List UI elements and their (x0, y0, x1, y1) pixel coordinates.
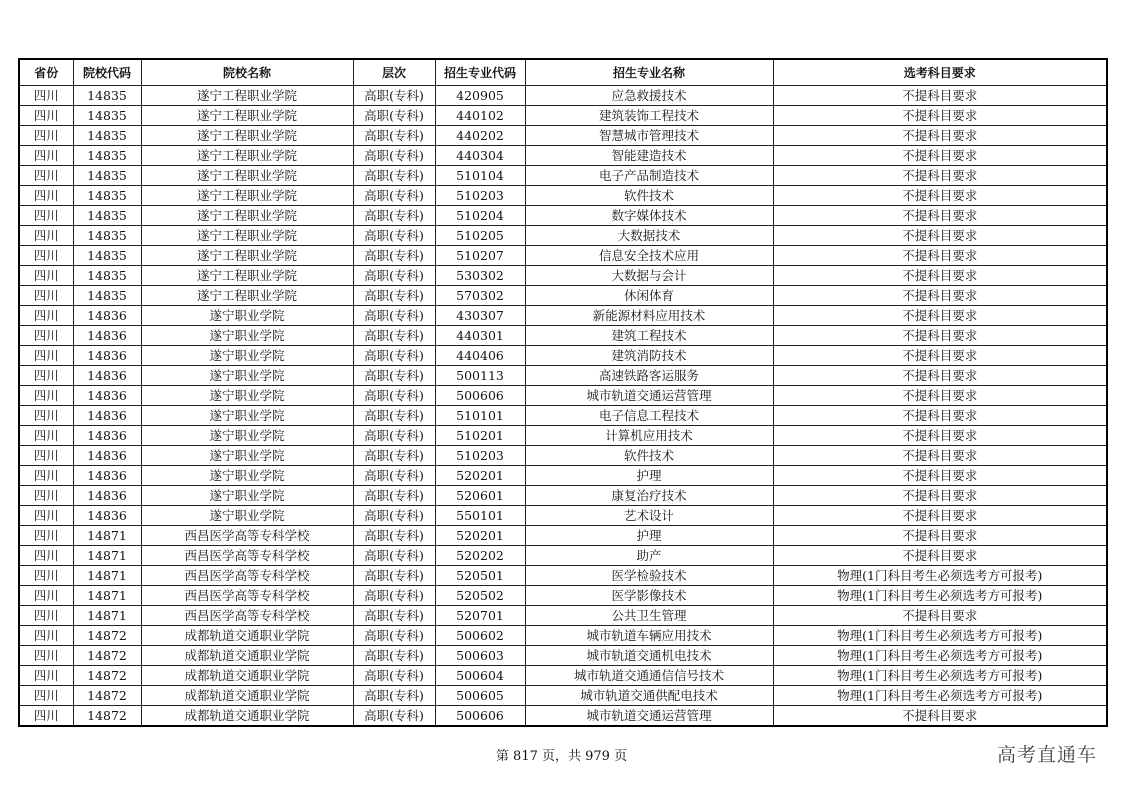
cell-school-name: 遂宁工程职业学院 (141, 186, 353, 206)
cell-school-name: 成都轨道交通职业学院 (141, 666, 353, 686)
cell-level: 高职(专科) (353, 546, 435, 566)
cell-major-name: 建筑消防技术 (525, 346, 773, 366)
cell-major-name: 建筑装饰工程技术 (525, 106, 773, 126)
cell-major-code: 520202 (435, 546, 525, 566)
cell-province: 四川 (19, 706, 73, 727)
cell-major-code: 510203 (435, 186, 525, 206)
cell-major-code: 500602 (435, 626, 525, 646)
cell-major-name: 大数据技术 (525, 226, 773, 246)
cell-province: 四川 (19, 286, 73, 306)
cell-school-code: 14836 (73, 466, 141, 486)
cell-province: 四川 (19, 586, 73, 606)
cell-province: 四川 (19, 226, 73, 246)
cell-school-name: 遂宁职业学院 (141, 406, 353, 426)
cell-school-name: 遂宁职业学院 (141, 426, 353, 446)
cell-level: 高职(专科) (353, 586, 435, 606)
cell-school-name: 西昌医学高等专科学校 (141, 546, 353, 566)
cell-major-name: 智慧城市管理技术 (525, 126, 773, 146)
cell-school-name: 遂宁工程职业学院 (141, 266, 353, 286)
cell-school-name: 西昌医学高等专科学校 (141, 566, 353, 586)
cell-school-name: 遂宁工程职业学院 (141, 206, 353, 226)
cell-major-code: 530302 (435, 266, 525, 286)
cell-level: 高职(专科) (353, 426, 435, 446)
cell-level: 高职(专科) (353, 506, 435, 526)
cell-major-code: 500113 (435, 366, 525, 386)
header-major-code: 招生专业代码 (435, 59, 525, 86)
cell-level: 高职(专科) (353, 126, 435, 146)
cell-subject-requirement: 不提科目要求 (773, 346, 1107, 366)
cell-school-code: 14872 (73, 626, 141, 646)
cell-major-code: 520201 (435, 526, 525, 546)
cell-major-name: 电子产品制造技术 (525, 166, 773, 186)
cell-province: 四川 (19, 466, 73, 486)
cell-major-name: 高速铁路客运服务 (525, 366, 773, 386)
cell-subject-requirement: 物理(1门科目考生必须选考方可报考) (773, 646, 1107, 666)
header-school-code: 院校代码 (73, 59, 141, 86)
cell-province: 四川 (19, 546, 73, 566)
table-row (19, 346, 1107, 366)
cell-province: 四川 (19, 486, 73, 506)
cell-school-code: 14836 (73, 306, 141, 326)
cell-province: 四川 (19, 366, 73, 386)
cell-subject-requirement: 物理(1门科目考生必须选考方可报考) (773, 586, 1107, 606)
cell-subject-requirement: 不提科目要求 (773, 426, 1107, 446)
table-row (19, 526, 1107, 546)
cell-level: 高职(专科) (353, 286, 435, 306)
table-row (19, 666, 1107, 686)
cell-school-code: 14871 (73, 606, 141, 626)
table-row (19, 426, 1107, 446)
cell-level: 高职(专科) (353, 646, 435, 666)
cell-school-code: 14872 (73, 646, 141, 666)
cell-level: 高职(专科) (353, 446, 435, 466)
cell-major-name: 护理 (525, 526, 773, 546)
cell-major-code: 510104 (435, 166, 525, 186)
table-row (19, 566, 1107, 586)
cell-province: 四川 (19, 506, 73, 526)
cell-subject-requirement: 物理(1门科目考生必须选考方可报考) (773, 686, 1107, 706)
cell-province: 四川 (19, 526, 73, 546)
table-row (19, 86, 1107, 106)
cell-level: 高职(专科) (353, 146, 435, 166)
cell-province: 四川 (19, 346, 73, 366)
cell-province: 四川 (19, 626, 73, 646)
cell-level: 高职(专科) (353, 326, 435, 346)
cell-school-name: 遂宁工程职业学院 (141, 166, 353, 186)
cell-major-name: 数字媒体技术 (525, 206, 773, 226)
cell-major-name: 城市轨道交通供配电技术 (525, 686, 773, 706)
cell-subject-requirement: 不提科目要求 (773, 226, 1107, 246)
cell-province: 四川 (19, 386, 73, 406)
cell-subject-requirement: 不提科目要求 (773, 166, 1107, 186)
cell-level: 高职(专科) (353, 406, 435, 426)
cell-school-name: 遂宁工程职业学院 (141, 286, 353, 306)
cell-school-code: 14872 (73, 686, 141, 706)
cell-level: 高职(专科) (353, 206, 435, 226)
cell-level: 高职(专科) (353, 306, 435, 326)
cell-school-code: 14836 (73, 426, 141, 446)
cell-subject-requirement: 不提科目要求 (773, 366, 1107, 386)
header-level: 层次 (353, 59, 435, 86)
cell-major-code: 500606 (435, 706, 525, 727)
cell-school-name: 遂宁工程职业学院 (141, 246, 353, 266)
cell-school-code: 14835 (73, 286, 141, 306)
cell-subject-requirement: 不提科目要求 (773, 706, 1107, 727)
cell-major-code: 440406 (435, 346, 525, 366)
cell-school-name: 遂宁职业学院 (141, 486, 353, 506)
table-row (19, 286, 1107, 306)
cell-major-name: 城市轨道车辆应用技术 (525, 626, 773, 646)
cell-major-name: 智能建造技术 (525, 146, 773, 166)
table-row (19, 126, 1107, 146)
cell-major-name: 医学检验技术 (525, 566, 773, 586)
cell-major-code: 500605 (435, 686, 525, 706)
cell-major-code: 520502 (435, 586, 525, 606)
table-row (19, 226, 1107, 246)
table-header-row (19, 59, 1107, 86)
cell-school-code: 14835 (73, 206, 141, 226)
cell-province: 四川 (19, 606, 73, 626)
cell-level: 高职(专科) (353, 246, 435, 266)
cell-school-code: 14871 (73, 566, 141, 586)
cell-province: 四川 (19, 86, 73, 106)
cell-major-name: 助产 (525, 546, 773, 566)
table-row (19, 646, 1107, 666)
cell-major-code: 440102 (435, 106, 525, 126)
table-row (19, 326, 1107, 346)
cell-school-name: 成都轨道交通职业学院 (141, 626, 353, 646)
cell-school-name: 遂宁职业学院 (141, 446, 353, 466)
cell-major-code: 520201 (435, 466, 525, 486)
cell-school-name: 遂宁工程职业学院 (141, 146, 353, 166)
cell-province: 四川 (19, 646, 73, 666)
table-row (19, 446, 1107, 466)
cell-level: 高职(专科) (353, 266, 435, 286)
cell-major-name: 软件技术 (525, 446, 773, 466)
table-row (19, 706, 1107, 727)
cell-level: 高职(专科) (353, 226, 435, 246)
cell-school-name: 遂宁职业学院 (141, 466, 353, 486)
cell-major-name: 新能源材料应用技术 (525, 306, 773, 326)
cell-major-code: 440301 (435, 326, 525, 346)
cell-major-code: 440304 (435, 146, 525, 166)
cell-school-code: 14835 (73, 246, 141, 266)
cell-province: 四川 (19, 126, 73, 146)
cell-school-code: 14835 (73, 186, 141, 206)
cell-school-name: 遂宁职业学院 (141, 506, 353, 526)
cell-subject-requirement: 不提科目要求 (773, 106, 1107, 126)
cell-province: 四川 (19, 446, 73, 466)
cell-major-code: 570302 (435, 286, 525, 306)
cell-major-name: 医学影像技术 (525, 586, 773, 606)
cell-major-code: 550101 (435, 506, 525, 526)
cell-subject-requirement: 不提科目要求 (773, 326, 1107, 346)
cell-major-name: 软件技术 (525, 186, 773, 206)
cell-level: 高职(专科) (353, 466, 435, 486)
cell-major-code: 510207 (435, 246, 525, 266)
cell-school-name: 遂宁职业学院 (141, 346, 353, 366)
cell-subject-requirement: 不提科目要求 (773, 506, 1107, 526)
cell-subject-requirement: 不提科目要求 (773, 206, 1107, 226)
cell-province: 四川 (19, 166, 73, 186)
cell-level: 高职(专科) (353, 686, 435, 706)
cell-school-code: 14871 (73, 546, 141, 566)
cell-major-code: 500606 (435, 386, 525, 406)
cell-province: 四川 (19, 206, 73, 226)
cell-school-name: 西昌医学高等专科学校 (141, 526, 353, 546)
cell-major-name: 城市轨道交通运营管理 (525, 386, 773, 406)
cell-province: 四川 (19, 566, 73, 586)
cell-province: 四川 (19, 146, 73, 166)
cell-subject-requirement: 不提科目要求 (773, 526, 1107, 546)
cell-school-code: 14871 (73, 526, 141, 546)
cell-subject-requirement: 物理(1门科目考生必须选考方可报考) (773, 626, 1107, 646)
cell-major-code: 420905 (435, 86, 525, 106)
cell-major-code: 430307 (435, 306, 525, 326)
cell-major-name: 康复治疗技术 (525, 486, 773, 506)
cell-subject-requirement: 不提科目要求 (773, 86, 1107, 106)
table-row (19, 466, 1107, 486)
cell-school-code: 14835 (73, 146, 141, 166)
cell-school-name: 遂宁工程职业学院 (141, 106, 353, 126)
cell-province: 四川 (19, 326, 73, 346)
table-row (19, 406, 1107, 426)
cell-subject-requirement: 不提科目要求 (773, 406, 1107, 426)
cell-school-name: 遂宁工程职业学院 (141, 126, 353, 146)
cell-level: 高职(专科) (353, 346, 435, 366)
cell-school-code: 14836 (73, 326, 141, 346)
cell-province: 四川 (19, 406, 73, 426)
cell-major-code: 500604 (435, 666, 525, 686)
cell-province: 四川 (19, 686, 73, 706)
cell-subject-requirement: 不提科目要求 (773, 246, 1107, 266)
cell-major-name: 城市轨道交通机电技术 (525, 646, 773, 666)
table-body (19, 86, 1107, 727)
cell-level: 高职(专科) (353, 106, 435, 126)
cell-province: 四川 (19, 306, 73, 326)
cell-school-name: 成都轨道交通职业学院 (141, 706, 353, 727)
cell-school-code: 14835 (73, 166, 141, 186)
cell-subject-requirement: 不提科目要求 (773, 126, 1107, 146)
cell-major-name: 公共卫生管理 (525, 606, 773, 626)
table-row (19, 166, 1107, 186)
header-province: 省份 (19, 59, 73, 86)
table-row (19, 306, 1107, 326)
cell-school-name: 遂宁职业学院 (141, 386, 353, 406)
table-row (19, 586, 1107, 606)
cell-school-name: 西昌医学高等专科学校 (141, 586, 353, 606)
cell-school-code: 14836 (73, 486, 141, 506)
cell-school-code: 14836 (73, 366, 141, 386)
cell-level: 高职(专科) (353, 566, 435, 586)
cell-level: 高职(专科) (353, 86, 435, 106)
cell-major-name: 大数据与会计 (525, 266, 773, 286)
cell-school-code: 14835 (73, 126, 141, 146)
cell-major-name: 计算机应用技术 (525, 426, 773, 446)
cell-major-name: 信息安全技术应用 (525, 246, 773, 266)
cell-subject-requirement: 物理(1门科目考生必须选考方可报考) (773, 566, 1107, 586)
table-row (19, 606, 1107, 626)
cell-school-name: 成都轨道交通职业学院 (141, 686, 353, 706)
cell-subject-requirement: 不提科目要求 (773, 286, 1107, 306)
cell-major-name: 城市轨道交通运营管理 (525, 706, 773, 727)
cell-school-code: 14836 (73, 346, 141, 366)
cell-subject-requirement: 不提科目要求 (773, 146, 1107, 166)
cell-major-name: 应急救援技术 (525, 86, 773, 106)
cell-school-code: 14872 (73, 666, 141, 686)
cell-school-name: 遂宁职业学院 (141, 306, 353, 326)
cell-subject-requirement: 不提科目要求 (773, 186, 1107, 206)
cell-school-name: 遂宁工程职业学院 (141, 86, 353, 106)
table-row (19, 546, 1107, 566)
cell-subject-requirement: 不提科目要求 (773, 546, 1107, 566)
header-subject-requirement: 选考科目要求 (773, 59, 1107, 86)
cell-school-code: 14836 (73, 406, 141, 426)
cell-school-code: 14835 (73, 86, 141, 106)
cell-major-code: 440202 (435, 126, 525, 146)
cell-major-code: 500603 (435, 646, 525, 666)
cell-level: 高职(专科) (353, 166, 435, 186)
cell-level: 高职(专科) (353, 526, 435, 546)
table-row (19, 246, 1107, 266)
cell-major-name: 护理 (525, 466, 773, 486)
cell-major-name: 休闲体育 (525, 286, 773, 306)
table-row (19, 186, 1107, 206)
cell-subject-requirement: 不提科目要求 (773, 446, 1107, 466)
cell-subject-requirement: 物理(1门科目考生必须选考方可报考) (773, 666, 1107, 686)
cell-level: 高职(专科) (353, 366, 435, 386)
cell-school-code: 14836 (73, 506, 141, 526)
cell-major-code: 520601 (435, 486, 525, 506)
admissions-table (18, 58, 1108, 727)
table-row (19, 386, 1107, 406)
cell-level: 高职(专科) (353, 666, 435, 686)
cell-school-name: 遂宁工程职业学院 (141, 226, 353, 246)
cell-province: 四川 (19, 186, 73, 206)
cell-level: 高职(专科) (353, 486, 435, 506)
cell-school-name: 遂宁职业学院 (141, 366, 353, 386)
cell-major-code: 510203 (435, 446, 525, 466)
table-row (19, 206, 1107, 226)
table-row (19, 366, 1107, 386)
cell-province: 四川 (19, 266, 73, 286)
cell-major-name: 建筑工程技术 (525, 326, 773, 346)
cell-school-name: 西昌医学高等专科学校 (141, 606, 353, 626)
cell-subject-requirement: 不提科目要求 (773, 306, 1107, 326)
cell-subject-requirement: 不提科目要求 (773, 606, 1107, 626)
cell-school-name: 遂宁职业学院 (141, 326, 353, 346)
cell-school-code: 14835 (73, 226, 141, 246)
cell-major-name: 艺术设计 (525, 506, 773, 526)
cell-level: 高职(专科) (353, 386, 435, 406)
page-number: 第 817 页，共 979 页 (495, 749, 628, 764)
cell-level: 高职(专科) (353, 706, 435, 727)
header-major-name: 招生专业名称 (525, 59, 773, 86)
cell-school-code: 14836 (73, 446, 141, 466)
cell-school-code: 14836 (73, 386, 141, 406)
cell-major-name: 城市轨道交通通信信号技术 (525, 666, 773, 686)
cell-province: 四川 (19, 666, 73, 686)
table-row (19, 266, 1107, 286)
cell-level: 高职(专科) (353, 626, 435, 646)
cell-school-code: 14835 (73, 266, 141, 286)
cell-province: 四川 (19, 426, 73, 446)
cell-school-code: 14835 (73, 106, 141, 126)
cell-level: 高职(专科) (353, 186, 435, 206)
cell-province: 四川 (19, 106, 73, 126)
cell-school-code: 14872 (73, 706, 141, 727)
watermark-logo: 高考直通车 (996, 744, 1097, 766)
table-row (19, 106, 1107, 126)
table-row (19, 146, 1107, 166)
cell-subject-requirement: 不提科目要求 (773, 266, 1107, 286)
table-row (19, 686, 1107, 706)
cell-subject-requirement: 不提科目要求 (773, 486, 1107, 506)
cell-major-code: 520501 (435, 566, 525, 586)
table-row (19, 486, 1107, 506)
cell-subject-requirement: 不提科目要求 (773, 466, 1107, 486)
header-school-name: 院校名称 (141, 59, 353, 86)
cell-major-code: 510101 (435, 406, 525, 426)
cell-major-code: 510205 (435, 226, 525, 246)
cell-level: 高职(专科) (353, 606, 435, 626)
cell-major-code: 520701 (435, 606, 525, 626)
cell-major-name: 电子信息工程技术 (525, 406, 773, 426)
table-row (19, 626, 1107, 646)
cell-major-code: 510204 (435, 206, 525, 226)
cell-province: 四川 (19, 246, 73, 266)
cell-school-code: 14871 (73, 586, 141, 606)
table-row (19, 506, 1107, 526)
cell-major-code: 510201 (435, 426, 525, 446)
cell-subject-requirement: 不提科目要求 (773, 386, 1107, 406)
cell-school-name: 成都轨道交通职业学院 (141, 646, 353, 666)
